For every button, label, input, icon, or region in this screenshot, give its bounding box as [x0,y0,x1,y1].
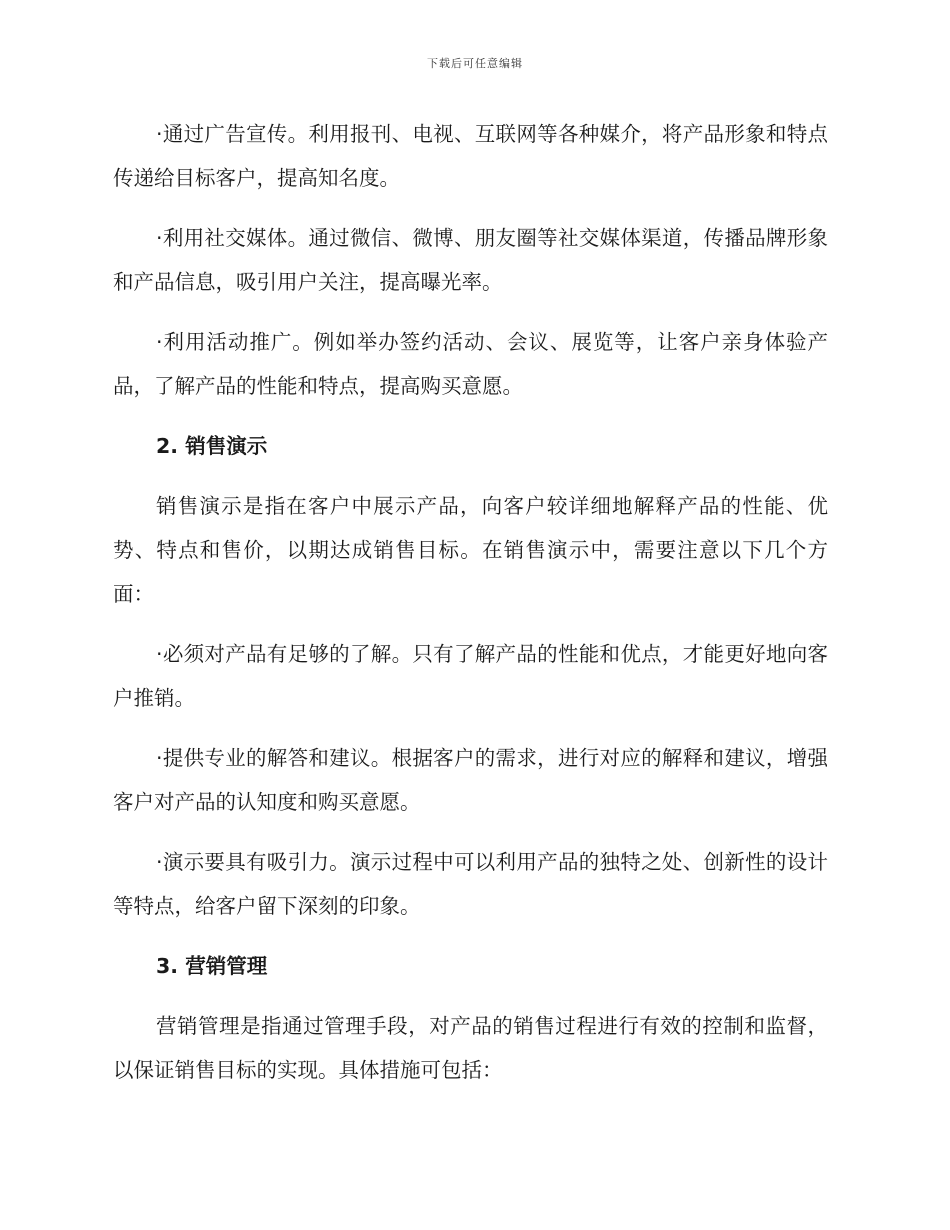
section-heading-sales-demo: 2. 销售演示 [156,434,268,458]
paragraph-sales-demo-intro: 销售演示是指在客户中展示产品，向客户较详细地解释产品的性能、优势、特点和售价，以期达成销售目标。在销售演示中，需要注意以下几个方面： [113,494,828,606]
bullet-paragraph-professional-advice: ·提供专业的解答和建议。根据客户的需求，进行对应的解释和建议，增强客户对产品的认知度和购买意愿。 [113,746,828,814]
bullet-paragraph-social-media: ·利用社交媒体。通过微信、微博、朋友圈等社交媒体渠道，传播品牌形象和产品信息，吸引用户关注，提高曝光率。 [113,226,828,294]
section-heading-marketing-management: 3. 营销管理 [156,954,268,978]
page-header: 下载后可任意编辑 [427,57,523,70]
bullet-paragraph-advertising: ·通过广告宣传。利用报刊、电视、互联网等各种媒介，将产品形象和特点传递给目标客户，提高知名度。 [113,122,828,190]
document-body [113,112,828,1108]
paragraph-marketing-management-intro: 营销管理是指通过管理手段，对产品的销售过程进行有效的控制和监督，以保证销售目标的实现。具体措施可包括： [113,1014,828,1082]
bullet-paragraph-event-promotion: ·利用活动推广。例如举办签约活动、会议、展览等，让客户亲身体验产品，了解产品的性能和特点，提高购买意愿。 [113,330,828,398]
bullet-paragraph-product-knowledge: ·必须对产品有足够的了解。只有了解产品的性能和优点，才能更好地向客户推销。 [113,642,828,710]
bullet-paragraph-attractive-demo: ·演示要具有吸引力。演示过程中可以利用产品的独特之处、创新性的设计等特点，给客户留下深刻的印象。 [113,850,828,918]
